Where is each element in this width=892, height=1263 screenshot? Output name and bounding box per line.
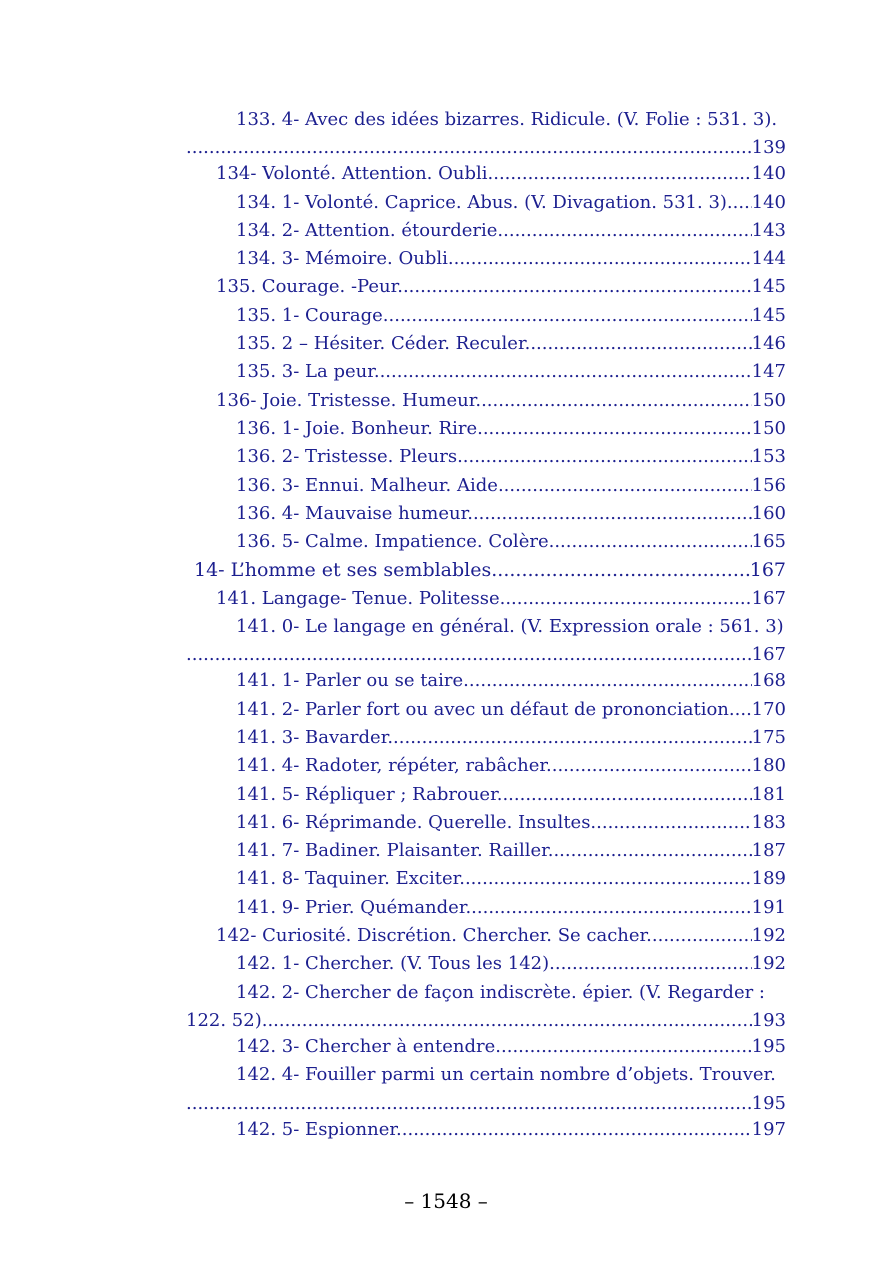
- toc-entry-page: 189: [751, 868, 786, 890]
- toc-entry-label: 142. 3- Chercher à entendre.: [236, 1035, 502, 1057]
- toc-entry-page: 140: [751, 163, 786, 185]
- toc-entry-page: 153: [751, 446, 786, 468]
- toc-entry: [186, 415, 786, 443]
- dot-leader: [549, 950, 752, 978]
- toc-entry: [186, 387, 786, 415]
- toc-entry: [186, 160, 786, 188]
- toc-entry-label: 142. 5- Espionner.: [236, 1118, 402, 1140]
- toc-entry-label: 134. 3- Mémoire. Oubli.: [236, 248, 454, 270]
- toc-entry-line: [186, 922, 786, 950]
- toc-entry-page: 160: [751, 502, 786, 524]
- dot-leader: [501, 1033, 752, 1061]
- dot-leader: [497, 217, 751, 245]
- dot-leader: [393, 724, 752, 752]
- dot-leader: [267, 1007, 751, 1035]
- toc-entry-line: [186, 330, 786, 358]
- toc-entry-label: 135. 3- La peur.: [236, 361, 380, 383]
- toc-entry-page: 167: [749, 559, 786, 582]
- toc-entry-label: 141. 3- Bavarder.: [236, 726, 394, 748]
- toc-entry-page: 143: [751, 219, 786, 241]
- toc-entry-line: [186, 415, 786, 443]
- toc-entry-label: 135. 2 – Hésiter. Céder. Reculer.: [236, 333, 531, 355]
- toc-entry-leader-line: [186, 1090, 786, 1116]
- dot-leader: [463, 443, 752, 471]
- toc-entry: [186, 443, 786, 471]
- toc-entry-label: 141. 5- Répliquer ; Rabrouer.: [236, 783, 503, 805]
- dot-leader: [554, 528, 751, 556]
- toc-entry-leader-line: [186, 1007, 786, 1033]
- toc-entry-label: 14- L’homme et ses semblables.: [194, 559, 498, 582]
- toc-entry-page: 150: [751, 417, 786, 439]
- dot-leader: [454, 245, 752, 273]
- toc-entry-line: [186, 556, 786, 584]
- toc-entry-line: [186, 809, 786, 837]
- toc-entry: [186, 922, 786, 950]
- toc-entry-page: 187: [751, 840, 786, 862]
- toc-entry: [186, 556, 786, 584]
- toc-entry-page: 191: [751, 896, 786, 918]
- toc-entry-page: 175: [751, 726, 786, 748]
- toc-entry-label-continued: 122. 52).: [186, 1009, 268, 1031]
- toc-entry: [186, 1033, 786, 1061]
- toc-entry: [186, 950, 786, 978]
- toc-entry: [186, 781, 786, 809]
- toc-entry-label: 136. 1- Joie. Bonheur. Rire.: [236, 417, 483, 439]
- toc-entry-line: [186, 528, 786, 556]
- dot-leader: [502, 781, 751, 809]
- toc-entry-label-line: [186, 106, 786, 134]
- toc-entry-label: 142. 4- Fouiller parmi un certain nombre d’objets. Trouver.: [236, 1064, 776, 1086]
- toc-entry-page: 139: [751, 137, 786, 159]
- toc-entry-page: 192: [751, 953, 786, 975]
- toc-entry-label: 136. 2- Tristesse. Pleurs.: [236, 446, 463, 468]
- toc-entry-label: 133. 4- Avec des idées bizarres. Ridicule. (V. Folie : 531. 3).: [236, 109, 778, 130]
- toc-entry: [186, 1116, 786, 1144]
- toc-entry-label: 142- Curiosité. Discrétion. Chercher. Se cacher.: [216, 925, 652, 947]
- toc-entry-label: 136. 5- Calme. Impatience. Colère.: [236, 531, 555, 553]
- toc-entry: [186, 528, 786, 556]
- toc-entry-page: 140: [751, 191, 786, 213]
- dot-leader: [530, 330, 751, 358]
- toc-entry: [186, 865, 786, 893]
- toc-entry: [186, 585, 786, 613]
- toc-entry-line: [186, 1116, 786, 1144]
- toc-entry-page: 165: [751, 531, 786, 553]
- toc-entry-label: 136- Joie. Tristesse. Humeur.: [216, 389, 482, 411]
- toc-entry-page: 167: [751, 644, 786, 666]
- toc-entry-line: [186, 189, 786, 217]
- dot-leader: [497, 556, 749, 584]
- toc-entry-page: 197: [751, 1118, 786, 1140]
- toc-entry-line: [186, 358, 786, 386]
- toc-entry-page: 193: [751, 1009, 786, 1031]
- toc-entry: [186, 696, 786, 724]
- toc-entry: [186, 106, 786, 160]
- toc-entry-line: [186, 160, 786, 188]
- toc-entry-line: [186, 1033, 786, 1061]
- toc-entry-label: 134. 1- Volonté. Caprice. Abus. (V. Divagation. 531. 3): [236, 191, 727, 213]
- dot-leader: [498, 472, 752, 500]
- toc-entry-page: 180: [751, 755, 786, 777]
- toc-entry-label: 142. 2- Chercher de façon indiscrète. épier. (V. Regarder :: [236, 981, 765, 1003]
- toc-entry: [186, 330, 786, 358]
- toc-entry-page: 170: [751, 698, 786, 720]
- toc-entry-line: [186, 894, 786, 922]
- dot-leader: [505, 585, 751, 613]
- toc-entry-page: 145: [751, 276, 786, 298]
- toc-entry-label: 141. 8- Taquiner. Exciter.: [236, 868, 465, 890]
- dot-leader: [186, 1090, 752, 1118]
- dot-leader: [471, 894, 751, 922]
- toc-entry: [186, 613, 786, 667]
- toc-entry-label: 141. 2- Parler fort ou avec un défaut de prononciation.: [236, 698, 735, 720]
- toc-entry-label: 141. Langage- Tenue. Politesse.: [216, 587, 506, 609]
- toc-entry-page: 150: [751, 389, 786, 411]
- toc-entry-label: 134. 2- Attention. étourderie: [236, 219, 498, 241]
- toc-entry-label: 141. 1- Parler ou se taire.: [236, 670, 469, 692]
- page-number: – 1548 –: [404, 1189, 488, 1213]
- toc-entry-page: 145: [751, 304, 786, 326]
- toc-entry-line: [186, 667, 786, 695]
- toc-entry: [186, 1061, 786, 1115]
- toc-entry-page: 181: [751, 783, 786, 805]
- toc-entry-page: 168: [751, 670, 786, 692]
- toc-entry-line: [186, 302, 786, 330]
- toc-entry-line: [186, 472, 786, 500]
- toc-entry-line: [186, 585, 786, 613]
- dot-leader: [596, 809, 751, 837]
- dot-leader: [483, 415, 752, 443]
- toc-entry: [186, 472, 786, 500]
- toc-entry: [186, 358, 786, 386]
- toc-entry-line: [186, 245, 786, 273]
- table-of-contents: [186, 106, 786, 1144]
- toc-entry-page: 156: [751, 474, 786, 496]
- toc-entry-page: 147: [751, 361, 786, 383]
- toc-entry: [186, 217, 786, 245]
- toc-entry-label: 141. 4- Radoter, répéter, rabâcher.: [236, 755, 552, 777]
- toc-entry-label: 141. 0- Le langage en général. (V. Expression orale : 561. 3): [236, 616, 784, 638]
- toc-entry-label-line: [186, 979, 786, 1007]
- toc-entry-page: 192: [751, 925, 786, 947]
- dot-leader: [465, 865, 752, 893]
- dot-leader: [469, 667, 752, 695]
- toc-entry-line: [186, 950, 786, 978]
- toc-entry-line: [186, 865, 786, 893]
- toc-entry-page: 167: [751, 587, 786, 609]
- toc-entry: [186, 500, 786, 528]
- toc-entry-page: 146: [751, 333, 786, 355]
- toc-entry: [186, 752, 786, 780]
- toc-entry-label: 141. 6- Réprimande. Querelle. Insultes.: [236, 811, 597, 833]
- toc-entry-line: [186, 781, 786, 809]
- toc-entry-line: [186, 696, 786, 724]
- toc-entry-line: [186, 752, 786, 780]
- toc-entry: [186, 724, 786, 752]
- toc-entry: [186, 667, 786, 695]
- toc-entry: [186, 894, 786, 922]
- toc-entry-line: [186, 837, 786, 865]
- toc-entry-page: 183: [751, 811, 786, 833]
- toc-entry-label: 136. 3- Ennui. Malheur. Aide: [236, 474, 498, 496]
- toc-entry-label-line: [186, 1061, 786, 1089]
- dot-leader: [186, 134, 752, 162]
- toc-entry-line: [186, 387, 786, 415]
- toc-entry-label: 141. 9- Prier. Quémander.: [236, 896, 472, 918]
- toc-entry-label: 141. 7- Badiner. Plaisanter. Railler.: [236, 840, 554, 862]
- toc-entry-page: 195: [751, 1092, 786, 1114]
- toc-entry: [186, 302, 786, 330]
- toc-entry: [186, 837, 786, 865]
- toc-entry: [186, 189, 786, 217]
- dot-leader: [553, 837, 751, 865]
- toc-entry: [186, 809, 786, 837]
- dot-leader: [652, 922, 752, 950]
- toc-entry-label: 134- Volonté. Attention. Oubli.: [216, 163, 494, 185]
- toc-entry-line: [186, 273, 786, 301]
- dot-leader: [727, 189, 752, 217]
- toc-entry-page: 144: [751, 248, 786, 270]
- dot-leader: [735, 696, 752, 724]
- toc-entry-label-line: [186, 613, 786, 641]
- toc-entry-leader-line: [186, 641, 786, 667]
- toc-entry-page: 195: [751, 1035, 786, 1057]
- dot-leader: [473, 500, 752, 528]
- toc-entry-label: 135. 1- Courage.: [236, 304, 389, 326]
- dot-leader: [389, 302, 752, 330]
- dot-leader: [552, 752, 752, 780]
- toc-entry-label: 136. 4- Mauvaise humeur.: [236, 502, 473, 524]
- toc-entry-line: [186, 217, 786, 245]
- toc-entry-leader-line: [186, 134, 786, 160]
- toc-entry-label: 135. Courage. -Peur.: [216, 276, 403, 298]
- dot-leader: [402, 1116, 752, 1144]
- toc-entry: [186, 979, 786, 1033]
- dot-leader: [481, 387, 752, 415]
- dot-leader: [493, 160, 751, 188]
- dot-leader: [186, 641, 752, 669]
- toc-entry-label: 142. 1- Chercher. (V. Tous les 142): [236, 953, 550, 975]
- toc-entry-line: [186, 500, 786, 528]
- toc-entry: [186, 245, 786, 273]
- dot-leader: [380, 358, 752, 386]
- toc-entry: [186, 273, 786, 301]
- toc-entry-line: [186, 724, 786, 752]
- dot-leader: [403, 273, 752, 301]
- toc-entry-line: [186, 443, 786, 471]
